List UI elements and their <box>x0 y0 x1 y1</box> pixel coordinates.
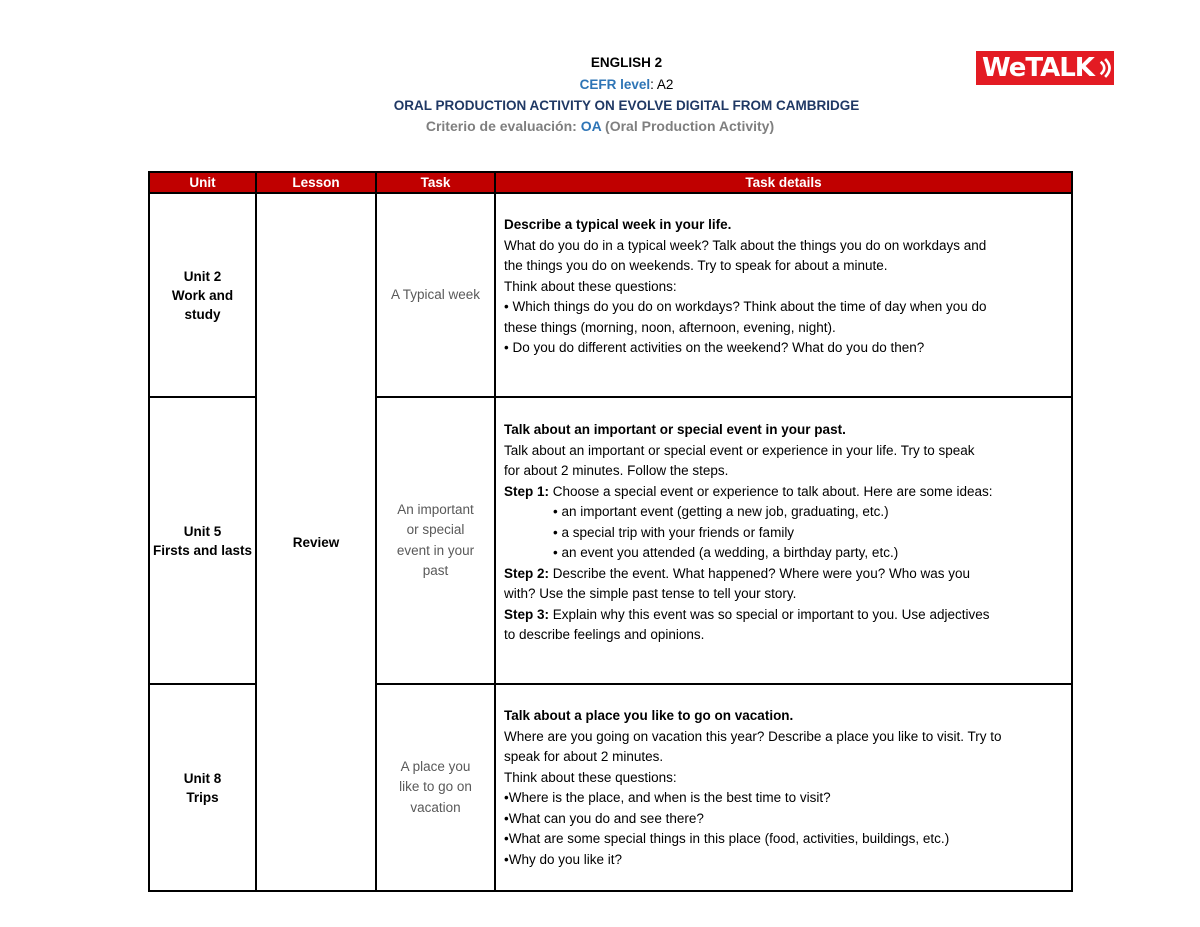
cefr-value: : A2 <box>650 77 674 92</box>
step-text: Describe the event. What happened? Where were you? Who was you <box>549 565 970 581</box>
task-details-line: What do you do in a typical week? Talk about the things you do on workdays and <box>504 237 987 253</box>
col-header-unit: Unit <box>149 172 256 193</box>
step-label: Step 2: <box>504 565 550 581</box>
step-text: Explain why this event was so special or important to you. Use adjectives <box>549 606 990 622</box>
lesson-cell <box>256 193 376 891</box>
criterion-code: OA <box>580 118 602 134</box>
table-row <box>149 193 1072 397</box>
unit-cell <box>149 193 256 397</box>
criterion <box>0 118 1200 134</box>
task-details-title: Talk about an important or special event in your past. <box>504 422 846 437</box>
wetalk-logo <box>976 51 1114 85</box>
table-header-row <box>149 172 1072 193</box>
course-title: ENGLISH 2 <box>590 55 663 70</box>
idea-item: • an important event (getting a new job, graduating, etc.) <box>553 504 889 519</box>
logo-text: WeTALK <box>982 53 1094 83</box>
unit-number: Unit 2 <box>183 268 222 284</box>
activity-title: ORAL PRODUCTION ACTIVITY ON EVOLVE DIGITAL FROM CAMBRIDGE <box>393 98 860 113</box>
task-name-line: An important <box>397 501 474 517</box>
unit-name: Trips <box>186 789 219 805</box>
col-header-lesson: Lesson <box>256 172 376 193</box>
task-cell <box>376 193 495 397</box>
unit-cell <box>149 684 256 891</box>
task-name-line: vacation <box>410 799 461 815</box>
unit-number: Unit 8 <box>183 770 222 786</box>
step-label: Step 3: <box>504 606 550 622</box>
activity-table <box>148 171 1073 892</box>
task-details-title: Talk about a place you like to go on vacation. <box>504 708 794 723</box>
task-details-line: • Which things do you do on workdays? Think about the time of day when you do <box>504 299 987 314</box>
task-details-line: speak for about 2 minutes. <box>504 749 664 764</box>
task-name-line: or special <box>406 522 465 537</box>
task-details-line: •What can you do and see there? <box>504 810 704 826</box>
unit-name: study <box>184 306 221 322</box>
task-details-title: Describe a typical week in your life. <box>504 217 732 232</box>
step-3-line <box>504 605 1065 626</box>
unit-name: Work and <box>171 287 234 303</box>
idea-item: • an event you attended (a wedding, a birthday party, etc.) <box>553 545 899 560</box>
criterion-label: Criterio de evaluación: <box>425 118 581 134</box>
task-details-cell <box>495 193 1072 397</box>
step-1-line <box>504 482 1065 503</box>
task-name-line: event in your <box>396 542 475 558</box>
task-name-line: like to go on <box>399 779 472 795</box>
task-details-line: •Where is the place, and when is the best time to visit? <box>504 790 831 805</box>
task-details-line: • Do you do different activities on the weekend? What do you do then? <box>504 340 925 355</box>
criterion-desc: (Oral Production Activity) <box>601 118 775 134</box>
unit-cell <box>149 397 256 684</box>
task-details-line: for about 2 minutes. Follow the steps. <box>504 463 729 478</box>
unit-name: Firsts and lasts <box>152 542 253 558</box>
cefr-label: CEFR level <box>579 77 651 92</box>
task-details-line: Think about these questions: <box>504 278 677 294</box>
step-label: Step 1: <box>504 483 550 499</box>
task-details-line: with? Use the simple past tense to tell your story. <box>504 586 797 601</box>
col-header-task: Task <box>376 172 495 193</box>
step-2-line <box>504 564 1065 585</box>
task-cell <box>376 397 495 684</box>
task-details-line: to describe feelings and opinions. <box>504 627 705 642</box>
task-name: A Typical week <box>390 286 481 302</box>
step-text: Choose a special event or experience to talk about. Here are some ideas: <box>549 483 993 499</box>
task-details-line: Think about these questions: <box>504 769 677 785</box>
idea-item: • a special trip with your friends or family <box>553 524 795 540</box>
task-name-line: A place you <box>400 758 471 774</box>
speech-wave-icon <box>1098 57 1114 79</box>
task-details-line: the things you do on weekends. Try to speak for about a minute. <box>504 258 888 273</box>
task-details-line: these things (morning, noon, afternoon, evening, night). <box>504 319 836 335</box>
task-details-line: Talk about an important or special event or experience in your life. Try to speak <box>504 442 975 458</box>
col-header-task-details: Task details <box>495 172 1072 193</box>
task-details-line: Where are you going on vacation this year? Describe a place you like to visit. Try to <box>504 728 1002 744</box>
task-details-cell <box>495 684 1072 891</box>
task-details-line: •What are some special things in this place (food, activities, buildings, etc.) <box>504 831 950 846</box>
task-details-cell <box>495 397 1072 684</box>
lesson-name: Review <box>292 534 340 550</box>
task-details-line: •Why do you like it? <box>504 851 623 867</box>
unit-number: Unit 5 <box>183 523 222 539</box>
task-cell <box>376 684 495 891</box>
task-name-line: past <box>422 563 449 578</box>
